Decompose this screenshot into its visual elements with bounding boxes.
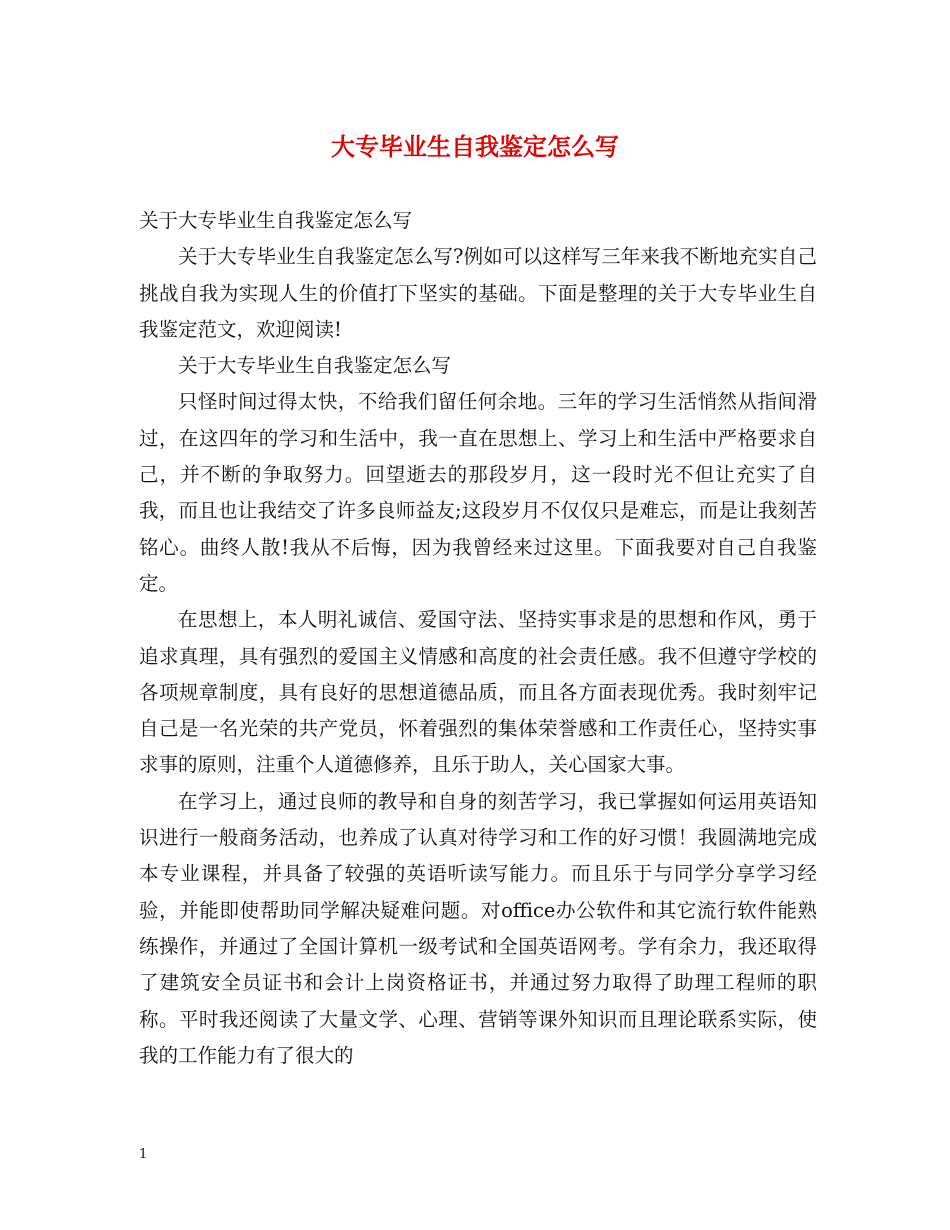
section-heading-paragraph: 关于大专毕业生自我鉴定怎么写: [178, 354, 452, 378]
body-paragraph: 只怪时间过得太快，不给我们留任何余地。三年的学习生活悄然从指间滑过，在这四年的学习和生活中，我一直在思想上、学习上和生活中严格要求自己，并不断的争取努力。回望逝去的那段岁月，这一段时光不但让充实了自我，而且也让我结交了许多良师益友;这段岁月不仅仅只是难忘，而是让我刻苦铭心。曲终人散!我从不后悔，因为我曾经来过这里。下面我要对自己自我鉴定。: [139, 390, 817, 595]
intro-paragraph: 关于大专毕业生自我鉴定怎么写?例如可以这样写三年来我不断地充实自己挑战自我为实现人生的价值打下坚实的基础。下面是整理的关于大专毕业生自我鉴定范文，欢迎阅读!: [139, 245, 817, 341]
body-paragraph: 在学习上，通过良师的教导和自身的刻苦学习，我已掌握如何运用英语知识进行一般商务活动，也养成了认真对待学习和工作的好习惯！我圆满地完成本专业课程，并具备了较强的英语听读写能力。而且乐于与同学分享学习经验，并能即使帮助同学解决疑难问题。对office办公软件和其它流行软件能熟练操作，并通过了全国计算机一级考试和全国英语网考。学有余力，我还取得了建筑安全员证书和会计上岗资格证书，并通过努力取得了助理工程师的职称。平时我还阅读了大量文学、心理、营销等课外知识而且理论联系实际，使我的工作能力有了很大的: [139, 789, 817, 1067]
subtitle-paragraph: 关于大专毕业生自我鉴定怎么写: [139, 209, 413, 232]
document-body: [139, 203, 817, 1074]
body-paragraph: 在思想上，本人明礼诚信、爱国守法、坚持实事求是的思想和作风，勇于追求真理，具有强烈的爱国主义情感和高度的社会责任感。我不但遵守学校的各项规章制度，具有良好的思想道德品质，而且各方面表现优秀。我时刻牢记自己是一名光荣的共产党员，怀着强烈的集体荣誉感和工作责任心，坚持实事求事的原则，注重个人道德修养，且乐于助人，关心国家大事。: [139, 608, 817, 777]
page-number: 1: [139, 1147, 148, 1162]
document-title: 大专毕业生自我鉴定怎么写: [331, 132, 619, 161]
